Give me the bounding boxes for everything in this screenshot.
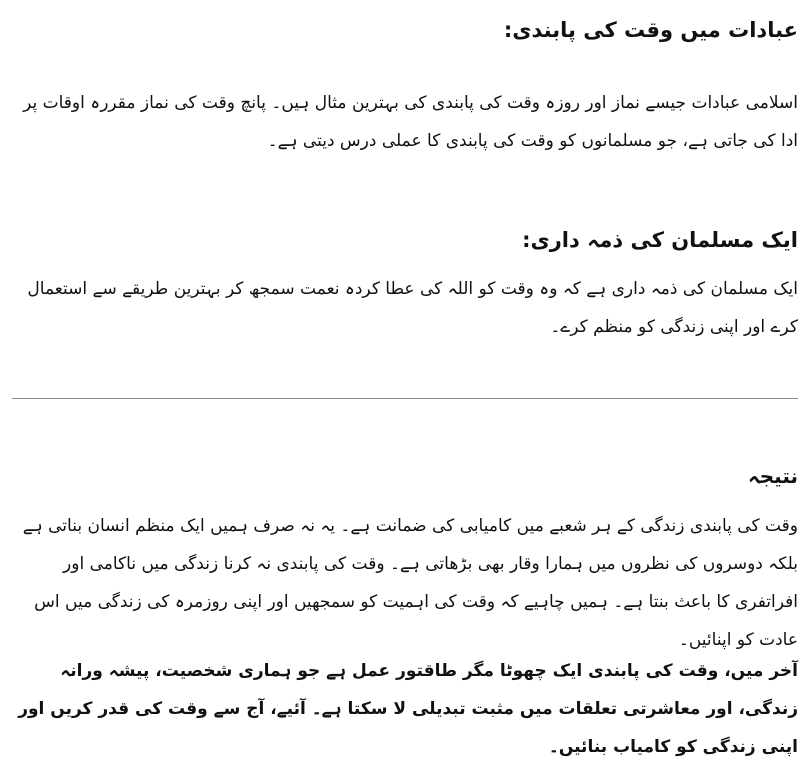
section-heading-worship: عبادات میں وقت کی پابندی:	[503, 18, 798, 42]
section-divider	[12, 398, 798, 399]
conclusion-heading: نتیجہ	[748, 464, 798, 488]
section-heading-responsibility: ایک مسلمان کی ذمہ داری:	[522, 228, 798, 252]
section-paragraph-responsibility: ایک مسلمان کی ذمہ داری ہے کہ وہ وقت کو اللہ کی عطا کردہ نعمت سمجھ کر بہترین طریقے سے استعمال کرے اور اپنی زندگی کو منظم کرے۔	[27, 279, 798, 337]
section-paragraph-worship: اسلامی عبادات جیسے نماز اور روزہ وقت کی پابندی کی بہترین مثال ہیں۔ پانچ وقت کی نماز مقررہ اوقات پر ادا کی جاتی ہے، جو مسلمانوں کو وقت کی پابندی کا عملی درس دیتی ہے۔	[23, 93, 798, 151]
conclusion-paragraph-1: وقت کی پابندی زندگی کے ہر شعبے میں کامیابی کی ضمانت ہے۔ یہ نہ صرف ہمیں ایک منظم انسان بناتی ہے بلکہ دوسروں کی نظروں میں ہمارا وقار بھی بڑھاتی ہے۔ وقت کی پابندی نہ کرنا زندگی میں ناکامی اور افراتفری کا باعث بنتا ہے۔ ہمیں چاہیے کہ وقت کی اہمیت کو سمجھیں اور اپنی روزمرہ کی زندگی میں اس عادت کو اپنائیں۔	[22, 516, 798, 650]
conclusion-paragraph-2: آخر میں، وقت کی پابندی ایک چھوٹا مگر طاقتور عمل ہے جو ہماری شخصیت، پیشہ ورانہ زندگی، اور معاشرتی تعلقات میں مثبت تبدیلی لا سکتا ہے۔ آئیے، آج سے وقت کی قدر کریں اور اپنی زندگی کو کامیاب بنائیں۔	[18, 661, 798, 757]
